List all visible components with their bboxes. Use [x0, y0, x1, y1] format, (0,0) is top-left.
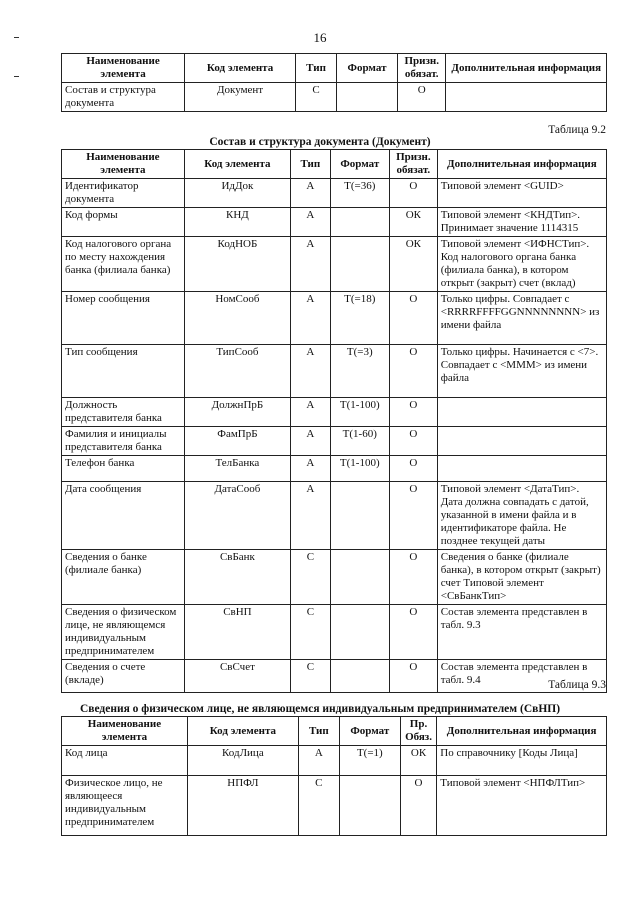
table-cell: Состав элемента представлен в табл. 9.3	[437, 605, 606, 660]
column-header: Формат	[337, 54, 398, 83]
table-cell: С	[298, 776, 339, 836]
table-cell: А	[291, 398, 331, 427]
column-header: Тип	[291, 150, 331, 179]
table-cell: А	[291, 482, 331, 550]
table-cell: КНД	[184, 208, 290, 237]
table-cell: Код налогового органа по месту нахождения банка (филиала банка)	[62, 237, 185, 292]
table-cell: ОК	[400, 746, 436, 776]
table-row	[62, 427, 607, 456]
table-cell: По справочнику [Коды Лица]	[437, 746, 607, 776]
table-cell: О	[389, 292, 437, 345]
table-cell: Фамилия и инициалы представителя банка	[62, 427, 185, 456]
table-cell: О	[389, 398, 437, 427]
table-cell: А	[291, 427, 331, 456]
table-cell	[330, 208, 389, 237]
column-header: Код элемента	[187, 717, 298, 746]
table-cell: О	[389, 345, 437, 398]
table-cell: Тип сообщения	[62, 345, 185, 398]
table-cell: Типовой элемент <КНДТип>. Принимает значение 1114315	[437, 208, 606, 237]
column-header: Формат	[330, 150, 389, 179]
column-header: Код элемента	[185, 54, 296, 83]
table-cell: Физическое лицо, не являющееся индивидуальным предпринимателем	[62, 776, 188, 836]
column-header: Дополнительная информация	[437, 150, 606, 179]
column-header: Код элемента	[184, 150, 290, 179]
table-cell: Типовой элемент <ИФНСТип>. Код налогового органа банка (филиала банка), в котором открыт (закрыт) счет (вклад)	[437, 237, 606, 292]
table-cell	[330, 605, 389, 660]
table-cell: КодНОБ	[184, 237, 290, 292]
table-row	[62, 482, 607, 550]
table-cell: Документ	[185, 83, 296, 112]
table-title: Сведения о физическом лице, не являющемся индивидуальным предпринимателем (СвНП)	[79, 703, 561, 715]
table-cell: Только цифры. Совпадает с <RRRRFFFFGGNNNNNNNN> из имени файла	[437, 292, 606, 345]
table-cell: ОК	[389, 237, 437, 292]
table-cell: ДатаСооб	[184, 482, 290, 550]
table-cell: ФамПрБ	[184, 427, 290, 456]
table-1	[61, 53, 607, 112]
table-row	[62, 398, 607, 427]
column-header: Дополнительная информация	[446, 54, 607, 83]
table-cell: Сведения о счете (вкладе)	[62, 660, 185, 693]
table-cell: ТелБанка	[184, 456, 290, 482]
table-cell: О	[389, 179, 437, 208]
column-header: Призн. обязат.	[389, 150, 437, 179]
table-cell: Номер сообщения	[62, 292, 185, 345]
table-cell: Т(1-100)	[330, 398, 389, 427]
table-row	[62, 208, 607, 237]
table-cell: А	[291, 179, 331, 208]
table-cell: Т(=3)	[330, 345, 389, 398]
table-cell: О	[389, 660, 437, 693]
table-cell: О	[389, 550, 437, 605]
table-label: Таблица 9.2	[548, 124, 606, 136]
table-row	[62, 776, 607, 836]
table-cell: А	[291, 208, 331, 237]
table-cell	[330, 660, 389, 693]
table-row	[62, 345, 607, 398]
column-header: Наименование элемента	[62, 717, 188, 746]
table-cell: О	[389, 427, 437, 456]
table-cell: А	[291, 456, 331, 482]
table-cell: О	[389, 456, 437, 482]
table-cell: НомСооб	[184, 292, 290, 345]
table-cell: С	[291, 550, 331, 605]
table-cell: КодЛица	[187, 746, 298, 776]
table-row	[62, 456, 607, 482]
table-row	[62, 179, 607, 208]
table-cell: ИдДок	[184, 179, 290, 208]
column-header: Формат	[339, 717, 400, 746]
column-header: Наименование элемента	[62, 54, 185, 83]
table-cell: ОК	[389, 208, 437, 237]
table-cell: С	[296, 83, 337, 112]
column-header: Тип	[298, 717, 339, 746]
table-cell: Т(=18)	[330, 292, 389, 345]
table-cell: Идентификатор документа	[62, 179, 185, 208]
table-cell: А	[291, 237, 331, 292]
table-cell: Типовой элемент <ДатаТип>. Дата должна совпадать с датой, указанной в имени файла и в идентификаторе файла. Не позднее текущей даты	[437, 482, 606, 550]
table-cell: С	[291, 660, 331, 693]
table-cell: Типовой элемент <GUID>	[437, 179, 606, 208]
table-row	[62, 660, 607, 693]
table-cell: Сведения о физическом лице, не являющемся индивидуальным предпринимателем	[62, 605, 185, 660]
table-cell: СвБанк	[184, 550, 290, 605]
column-header: Призн. обязат.	[397, 54, 446, 83]
table-cell	[437, 398, 606, 427]
table-title: Состав и структура документа (Документ)	[209, 136, 431, 148]
table-cell: Т(1-60)	[330, 427, 389, 456]
table-cell	[330, 482, 389, 550]
column-header: Тип	[296, 54, 337, 83]
table-cell: ДолжнПрБ	[184, 398, 290, 427]
table-cell: Сведения о банке (филиале банка)	[62, 550, 185, 605]
table-cell: ТипСооб	[184, 345, 290, 398]
table-cell: НПФЛ	[187, 776, 298, 836]
table-cell: Дата сообщения	[62, 482, 185, 550]
table-header-row	[62, 717, 607, 746]
table-row	[62, 550, 607, 605]
table-cell: О	[400, 776, 436, 836]
table-cell	[437, 427, 606, 456]
table-2	[61, 149, 607, 693]
table-cell: Состав элемента представлен в табл. 9.4	[437, 660, 606, 693]
table-header-row	[62, 150, 607, 179]
table-cell: Типовой элемент <НПФЛТип>	[437, 776, 607, 836]
table-cell: Код лица	[62, 746, 188, 776]
table-cell	[339, 776, 400, 836]
table-cell	[437, 456, 606, 482]
table-cell: С	[291, 605, 331, 660]
table-cell: СвСчет	[184, 660, 290, 693]
table-cell: СвНП	[184, 605, 290, 660]
column-header: Наименование элемента	[62, 150, 185, 179]
column-header: Пр. Обяз.	[400, 717, 436, 746]
table-cell: Сведения о банке (филиале банка), в котором открыт (закрыт) счет Типовой элемент <СвБанкТип>	[437, 550, 606, 605]
table-3	[61, 716, 607, 836]
table-cell: Телефон банка	[62, 456, 185, 482]
table-cell	[330, 237, 389, 292]
table-cell: О	[389, 482, 437, 550]
table-cell: Т(=36)	[330, 179, 389, 208]
table-cell: А	[298, 746, 339, 776]
table-cell: О	[389, 605, 437, 660]
table-header-row	[62, 54, 607, 83]
table-row	[62, 605, 607, 660]
table-cell	[330, 550, 389, 605]
page-number: 16	[313, 30, 327, 45]
table-row	[62, 292, 607, 345]
table-label: Таблица 9.3	[548, 679, 606, 691]
table-row	[62, 83, 607, 112]
table-row	[62, 237, 607, 292]
table-cell: Только цифры. Начинается с <7>. Совпадает с <МММ> из имени файла	[437, 345, 606, 398]
table-cell: Т(=1)	[339, 746, 400, 776]
table-cell: А	[291, 345, 331, 398]
margin-mark	[14, 76, 19, 77]
table-cell	[337, 83, 398, 112]
table-cell: Код формы	[62, 208, 185, 237]
table-cell: Должность представителя банка	[62, 398, 185, 427]
table-cell	[446, 83, 607, 112]
column-header: Дополнительная информация	[437, 717, 607, 746]
table-cell: О	[397, 83, 446, 112]
table-cell: А	[291, 292, 331, 345]
table-cell: Состав и структура документа	[62, 83, 185, 112]
table-row	[62, 746, 607, 776]
table-cell: Т(1-100)	[330, 456, 389, 482]
